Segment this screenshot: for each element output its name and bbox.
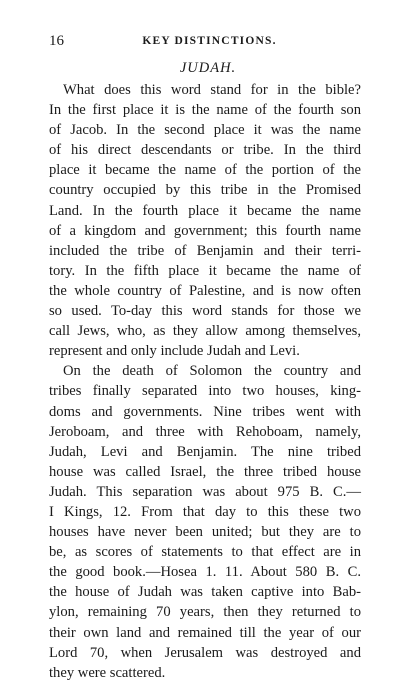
text-line: houses have never been united; but they are to [49, 524, 361, 541]
text-line: Jeroboam, and three with Rehoboam, namely, [49, 423, 361, 440]
text-line: the good book.—Hosea 1. 11. About 580 B. C. [49, 564, 361, 581]
text-line: In the first place it is the name of the fourth son [49, 102, 361, 119]
text-line: house was called Israel, the three tribed house [49, 463, 361, 480]
text-line: of Jacob. In the second place it was the name [49, 122, 361, 139]
text-line: tory. In the fifth place it became the name of [49, 262, 361, 279]
text-line: place it became the name of the portion of the [49, 162, 361, 179]
text-line: doms and governments. Nine tribes went with [49, 403, 361, 420]
text-line: On the death of Solomon the country and [63, 363, 361, 380]
text-line: represent and only include Judah and Levi. [49, 343, 300, 360]
text-line: tribes finally separated into two houses, king- [49, 383, 361, 400]
text-line: ylon, remaining 70 years, then they returned to [49, 604, 361, 621]
text-line: of his direct descendants or tribe. In the third [49, 142, 361, 159]
page-number: 16 [49, 33, 64, 49]
text-line: the whole country of Palestine, and is now often [49, 282, 361, 299]
text-line: I Kings, 12. From that day to this these two [49, 503, 361, 520]
text-line: What does this word stand for in the bible? [63, 82, 361, 98]
text-line: Judah. This separation was about 975 B. C.— [49, 483, 361, 500]
text-line: country occupied by this tribe in the Promised [49, 182, 361, 199]
text-line: their own land and remained till the year of our [49, 624, 361, 641]
text-line: included the tribe of Benjamin and their terri- [49, 242, 361, 259]
text-line: Lord 70, when Jerusalem was destroyed and [49, 644, 361, 661]
text-line: so used. To-day this word stands for those we [49, 303, 361, 320]
text-line: they were scattered. [49, 664, 166, 681]
page-header [49, 33, 370, 51]
text-line: be, as scores of statements to that effect are in [49, 544, 361, 561]
text-line: call Jews, who, as they allow among themselves, [49, 323, 361, 340]
text-line: of a kingdom and government; this fourth name [49, 222, 361, 239]
section-title: JUDAH. [179, 60, 237, 76]
text-line: Judah, Levi and Benjamin. The nine tribed [49, 443, 361, 460]
text-line: Land. In the fourth place it became the name [49, 202, 361, 219]
running-head: KEY DISTINCTIONS. [142, 35, 277, 47]
body-text [49, 80, 361, 683]
text-line: the house of Judah was taken captive into Bab- [49, 584, 361, 601]
